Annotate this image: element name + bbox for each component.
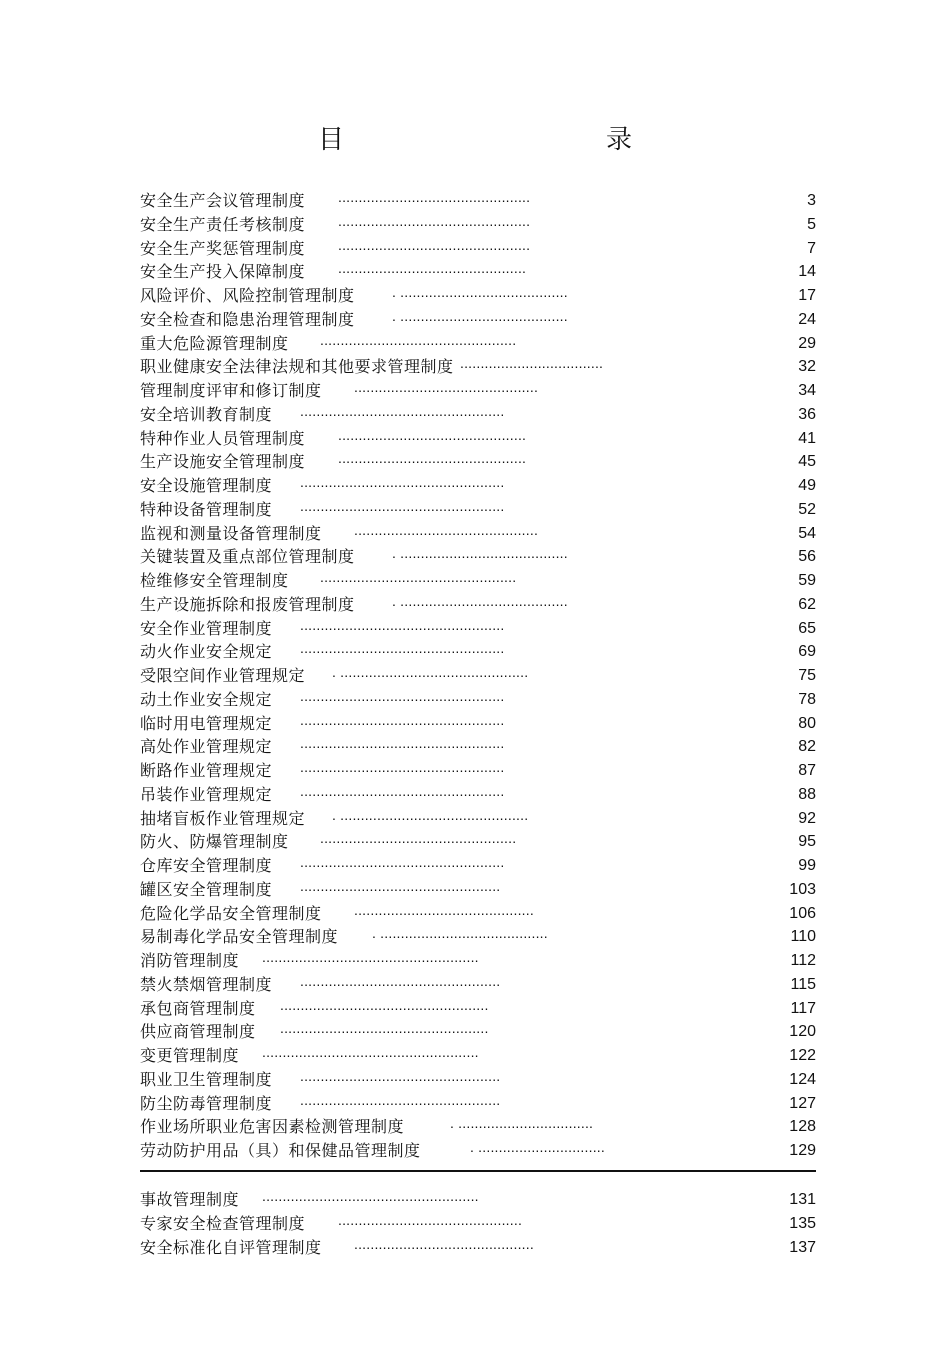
- toc-page-number: 29: [798, 334, 816, 352]
- toc-page-number: 7: [807, 239, 816, 257]
- toc-page-number: 135: [789, 1214, 816, 1232]
- toc-entry-title: 变更管理制度: [140, 1046, 240, 1065]
- toc-page-number: 32: [798, 358, 816, 376]
- toc-entry-title: 风险评价、风险控制管理制度: [140, 286, 355, 305]
- toc-entry-title: 安全生产奖惩管理制度: [140, 238, 306, 258]
- toc-leader-dots: .................................................: [300, 972, 501, 989]
- toc-entry-title: 职业健康安全法律法规和其他要求管理制度: [140, 357, 454, 377]
- toc-page-number: 14: [798, 263, 816, 281]
- toc-leader-dots: ..................................................: [300, 616, 505, 633]
- toc-leader-dots: ............................................: [354, 901, 534, 918]
- toc-page-number: 112: [790, 952, 816, 969]
- toc-leader-dots: ..................................................: [300, 759, 505, 775]
- toc-leader-dots: .............................................: [354, 379, 539, 395]
- toc-page-number: 103: [789, 880, 816, 898]
- toc-leader-dots: ................................................: [320, 569, 517, 585]
- toc-leader-dots: . ..............................................: [332, 664, 529, 680]
- toc-leader-dots: . .........................................: [392, 284, 568, 300]
- toc-page-number: 36: [798, 405, 816, 423]
- toc-page-number: 110: [790, 928, 816, 946]
- toc-page-number: 115: [790, 975, 816, 993]
- toc-entry-title: 消防管理制度: [140, 951, 240, 970]
- toc-entry-title: 生产设施安全管理制度: [140, 452, 306, 472]
- toc-leader-dots: ................................................: [320, 830, 517, 847]
- toc-leader-dots: ............................................: [354, 1235, 534, 1252]
- toc-page-number: 49: [798, 477, 816, 494]
- toc-leader-dots: ..................................................: [300, 735, 505, 752]
- toc-entry-title: 生产设施拆除和报废管理制度: [140, 594, 355, 614]
- toc-entry-title: 事故管理制度: [140, 1190, 240, 1209]
- toc-page-number: 75: [798, 667, 816, 684]
- toc-leader-dots: .................................................: [300, 1067, 501, 1084]
- toc-entry-title: 专家安全检查管理制度: [140, 1213, 306, 1233]
- toc-leader-dots: ..............................................: [338, 260, 527, 277]
- toc-page-number: 54: [798, 524, 816, 542]
- toc-entry-title: 安全作业管理制度: [140, 618, 273, 638]
- toc-entry-title: 安全设施管理制度: [140, 476, 273, 495]
- toc-page-number: 120: [789, 1023, 816, 1041]
- toc-page-number: 34: [798, 382, 816, 399]
- toc-entry-title: 安全检查和隐患治理管理制度: [140, 309, 355, 329]
- toc-entry-title: 劳动防护用品（具）和保健品管理制度: [140, 1141, 421, 1160]
- toc-entry-title: 动火作业安全规定: [140, 642, 273, 662]
- toc-entry-title: 监视和测量设备管理制度: [140, 523, 322, 543]
- toc-leader-dots: . .........................................: [392, 307, 568, 324]
- toc-leader-dots: ..................................................: [300, 640, 505, 657]
- toc-leader-dots: ..................................................: [300, 497, 505, 514]
- toc-leader-dots: .....................................................: [262, 1188, 479, 1204]
- toc-page-number: 62: [798, 595, 816, 613]
- toc-page-number: 24: [798, 310, 816, 328]
- toc-entry-title: 高处作业管理规定: [140, 737, 273, 757]
- toc-entry-title: 承包商管理制度: [140, 998, 256, 1018]
- toc-entry-title: 供应商管理制度: [140, 1022, 256, 1042]
- toc-leader-dots: ..............................................: [338, 426, 527, 443]
- toc-page-number: 52: [798, 500, 816, 518]
- toc-page-number: 41: [798, 429, 816, 447]
- toc-page-number: 80: [798, 714, 816, 732]
- toc-entry-title: 职业卫生管理制度: [140, 1069, 273, 1089]
- toc-entry-title: 特种设备管理制度: [140, 499, 273, 519]
- toc-page-number: 65: [798, 619, 816, 637]
- toc-leader-dots: ...................................................: [280, 996, 489, 1013]
- toc-leader-dots: . .........................................: [392, 592, 568, 609]
- toc-entry-title: 管理制度评审和修订制度: [140, 381, 322, 400]
- toc-entry-title: 易制毒化学品安全管理制度: [140, 927, 339, 947]
- toc-leader-dots: ..................................................: [300, 782, 505, 799]
- toc-page-number: 127: [789, 1094, 816, 1112]
- toc-main-list: [140, 189, 816, 1163]
- toc-entry-title: 动土作业安全规定: [140, 689, 273, 709]
- toc-leader-dots: ..................................................: [300, 402, 505, 419]
- toc-leader-dots: . .........................................: [372, 925, 548, 942]
- toc-page-number: 45: [798, 453, 816, 471]
- toc-entry-title: 安全标准化自评管理制度: [140, 1237, 322, 1257]
- toc-entry-title: 检维修安全管理制度: [140, 571, 289, 590]
- toc-entry-title: 仓库安全管理制度: [140, 856, 273, 875]
- toc-leader-dots: ..................................................: [300, 687, 505, 704]
- toc-entry-title: 安全生产会议管理制度: [140, 191, 306, 210]
- section-divider: [140, 1170, 816, 1172]
- toc-leader-dots: ................................................: [320, 331, 517, 348]
- toc-page-number: 82: [798, 738, 816, 756]
- toc-page-number: 124: [789, 1070, 816, 1088]
- toc-extra-list: [140, 1188, 816, 1259]
- toc-entry-title: 罐区安全管理制度: [140, 879, 273, 899]
- toc-page-number: 128: [789, 1118, 816, 1136]
- toc-entry-title: 作业场所职业危害因素检测管理制度: [140, 1117, 405, 1137]
- toc-entry-title: 抽堵盲板作业管理规定: [140, 808, 306, 828]
- toc-page-number: 88: [798, 785, 816, 803]
- toc-leader-dots: . ..............................................: [332, 806, 529, 823]
- toc-entry-title: 临时用电管理规定: [140, 713, 273, 733]
- toc-page-number: 87: [798, 762, 816, 779]
- toc-page-number: 92: [798, 809, 816, 827]
- toc-page-number: 56: [798, 548, 816, 566]
- toc-page-number: 117: [790, 999, 816, 1017]
- toc-entry[interactable]: [140, 1236, 816, 1260]
- toc-leader-dots: ...................................................: [280, 1020, 489, 1037]
- toc-leader-dots: ..................................................: [300, 711, 505, 728]
- toc-entry-title: 安全生产责任考核制度: [140, 214, 306, 234]
- page-title: 目 录: [317, 125, 702, 155]
- toc-entry-title: 吊装作业管理规定: [140, 784, 273, 804]
- toc-leader-dots: . .........................................: [392, 545, 568, 562]
- toc-page-number: 122: [789, 1047, 816, 1064]
- toc-leader-dots: .............................................: [338, 1211, 523, 1228]
- toc-page-number: 5: [807, 215, 816, 233]
- toc-entry-title: 危险化学品安全管理制度: [140, 903, 322, 923]
- toc-entry-title: 受限空间作业管理规定: [140, 666, 306, 685]
- toc-entry-title: 断路作业管理规定: [140, 761, 273, 780]
- toc-page-number: 78: [798, 690, 816, 708]
- toc-page-number: 95: [798, 833, 816, 851]
- toc-leader-dots: ...............................................: [338, 236, 531, 253]
- toc-entry-title: 重大危险源管理制度: [140, 333, 289, 353]
- toc-entry[interactable]: [140, 1139, 816, 1163]
- toc-leader-dots: ..................................................: [300, 474, 505, 490]
- toc-page-number: 99: [798, 857, 816, 874]
- toc-page-number: 17: [798, 287, 816, 304]
- toc-entry-title: 安全生产投入保障制度: [140, 262, 306, 282]
- toc-entry-title: 防尘防毒管理制度: [140, 1093, 273, 1113]
- toc-page-number: 137: [789, 1238, 816, 1256]
- toc-entry-title: 安全培训教育制度: [140, 404, 273, 424]
- toc-leader-dots: .................................................: [300, 877, 501, 894]
- toc-leader-dots: .....................................................: [262, 1044, 479, 1060]
- toc-entry-title: 禁火禁烟管理制度: [140, 974, 273, 994]
- toc-leader-dots: .....................................................: [262, 949, 479, 965]
- toc-leader-dots: ...............................................: [338, 189, 531, 205]
- toc-entry-title: 防火、防爆管理制度: [140, 832, 289, 852]
- toc-leader-dots: . ...............................: [470, 1139, 605, 1155]
- toc-page-number: 59: [798, 572, 816, 589]
- toc-entry-title: 关键装置及重点部位管理制度: [140, 547, 355, 567]
- toc-leader-dots: ...................................: [460, 355, 604, 372]
- toc-page-number: 69: [798, 643, 816, 661]
- toc-page-number: 3: [807, 192, 816, 209]
- toc-leader-dots: ...............................................: [338, 212, 531, 229]
- toc-page-number: 106: [789, 904, 816, 922]
- toc-page-number: 131: [789, 1191, 816, 1208]
- toc-leader-dots: .............................................: [354, 521, 539, 538]
- toc-leader-dots: ..............................................: [338, 450, 527, 467]
- toc-leader-dots: .................................................: [300, 1091, 501, 1108]
- toc-leader-dots: ..................................................: [300, 854, 505, 870]
- toc-page-number: 129: [789, 1142, 816, 1159]
- toc-leader-dots: . .................................: [450, 1115, 594, 1132]
- toc-entry-title: 特种作业人员管理制度: [140, 428, 306, 448]
